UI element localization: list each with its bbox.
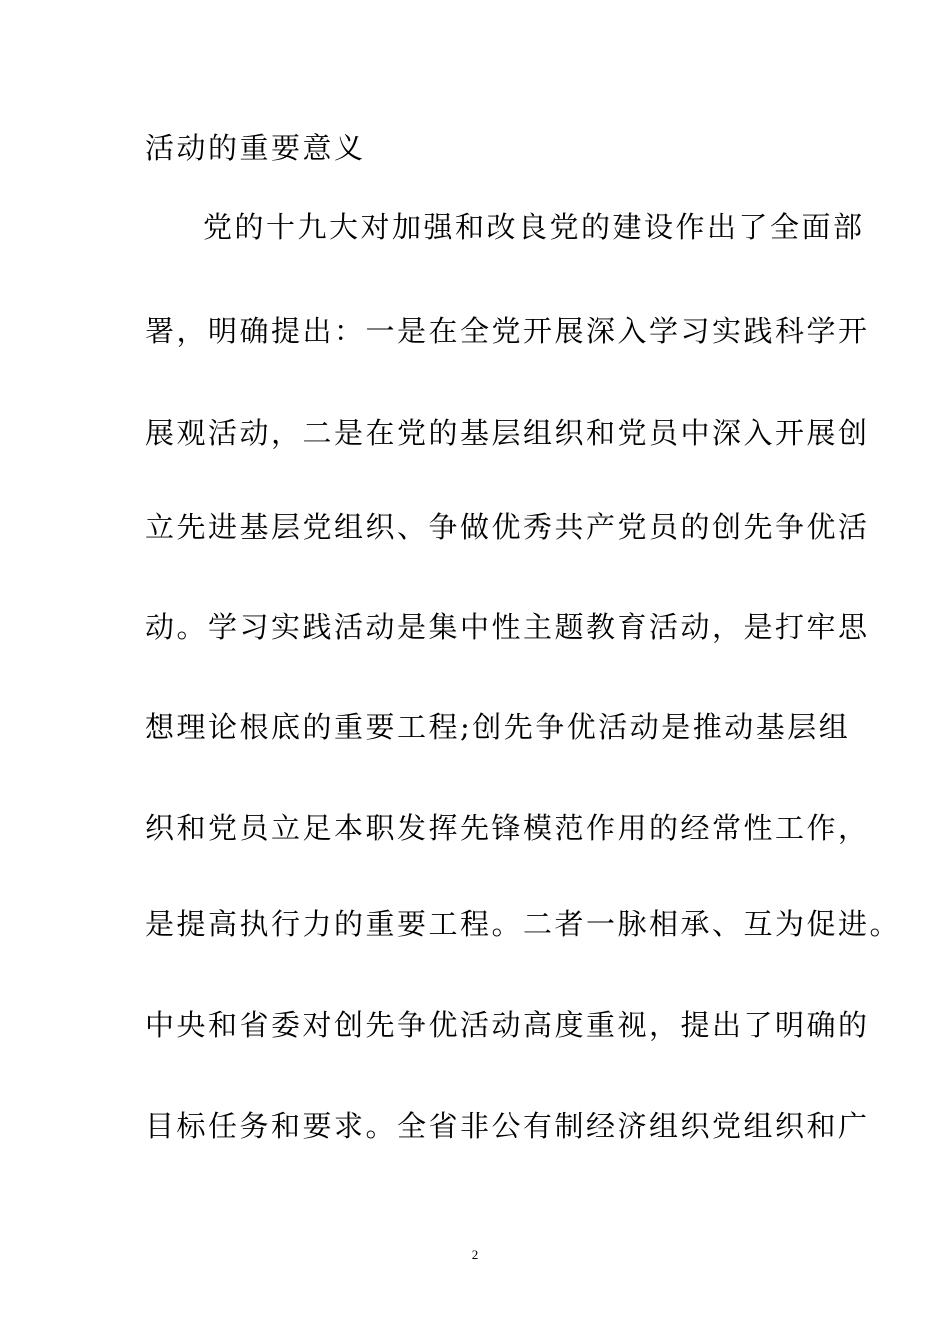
paragraph-first-line: 党的十九大对加强和改良党的建设作出了全面部 (203, 210, 865, 244)
text-line: 想理论根底的重要工程;创先争优活动是推动基层组 (145, 710, 851, 744)
text-line: 展观活动，二是在党的基层组织和党员中深入开展创 (145, 416, 870, 450)
text-line: 署，明确提出：一是在全党开展深入学习实践科学开 (145, 314, 870, 348)
page-number: 2 (471, 1247, 479, 1262)
text-line: 中央和省委对创先争优活动高度重视，提出了明确的 (145, 1008, 870, 1042)
text-line: 立先进基层党组织、争做优秀共产党员的创先争优活 (145, 510, 870, 544)
text-line: 目标任务和要求。全省非公有制经济组织党组织和广 (145, 1109, 870, 1143)
text-line: 织和党员立足本职发挥先锋模范作用的经常性工作， (145, 811, 870, 845)
text-line: 动。学习实践活动是集中性主题教育活动，是打牢思 (145, 610, 870, 644)
text-line: 活动的重要意义 (145, 131, 366, 165)
text-line: 是提高执行力的重要工程。二者一脉相承、互为促进。 (145, 907, 902, 941)
